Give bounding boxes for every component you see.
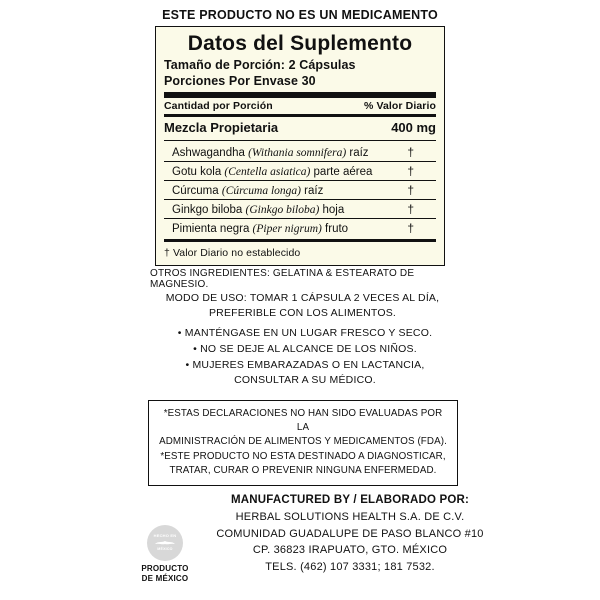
directions-line-2: PREFERIBLE CON LOS ALIMENTOS. xyxy=(208,307,397,320)
servings-per-container: Porciones Por Envase 30 xyxy=(164,73,316,88)
column-amount-per-serving: Cantidad por Porción xyxy=(164,100,273,113)
ingredient-daily-value: † xyxy=(407,202,414,217)
table-row xyxy=(164,219,436,237)
serving-size: Tamaño de Porción: 2 Cápsulas xyxy=(164,58,356,73)
hecho-en-mexico-icon xyxy=(147,525,183,561)
disclaimer-line-3: *ESTE PRODUCTO NO ESTA DESTINADO A DIAGNOSTICAR, xyxy=(160,450,446,462)
column-daily-value: % Valor Diario xyxy=(363,100,436,113)
ingredient-name: Cúrcuma (Cúrcuma longa) raíz xyxy=(172,185,324,198)
made-in-mexico-seal-wrap xyxy=(128,525,202,584)
list-item: CONSULTAR A SU MÉDICO. xyxy=(234,374,376,387)
divider-medium-bottom xyxy=(164,239,436,242)
manufacturer-block xyxy=(205,492,495,575)
proprietary-blend-row xyxy=(164,119,436,137)
table-row xyxy=(164,200,436,219)
other-ingredients: OTROS INGREDIENTES: GELATINA & ESTEARATO DE MAGNESIO. xyxy=(150,268,415,290)
ingredient-name: Ashwagandha (Withania somnifera) raíz xyxy=(172,147,369,160)
list-item: • MANTÉNGASE EN UN LUGAR FRESCO Y SECO. xyxy=(177,327,433,339)
seal-caption xyxy=(128,564,202,584)
list-item: • NO SE DEJE AL ALCANCE DE LOS NIÑOS. xyxy=(193,342,417,355)
ingredient-name: Gotu kola (Centella asiatica) parte aérea xyxy=(172,166,373,179)
manufacturer-name: HERBAL SOLUTIONS HEALTH S.A. DE C.V. xyxy=(235,511,465,524)
seal-caption-line-1: PRODUCTO xyxy=(141,564,189,573)
ingredient-daily-value: † xyxy=(407,183,414,198)
disclaimer-line-2: ADMINISTRACIÓN DE ALIMENTOS Y MEDICAMENTOS (FDA). xyxy=(159,436,447,448)
proprietary-blend-name: Mezcla Propietaria xyxy=(164,120,279,136)
seal-bottom-text: MÉXICO xyxy=(157,547,173,552)
fda-disclaimer-box xyxy=(148,400,458,486)
proprietary-blend-amount: 400 mg xyxy=(391,120,436,136)
daily-value-footnote: † Valor Diario no establecido xyxy=(164,247,301,260)
ingredient-daily-value: † xyxy=(407,221,414,236)
disclaimer-line-1: *ESTAS DECLARACIONES NO HAN SIDO EVALUADAS POR LA xyxy=(163,408,443,434)
ingredient-name: Pimienta negra (Piper nigrum) fruto xyxy=(172,223,349,236)
ingredient-daily-value: † xyxy=(407,164,414,179)
divider-thin xyxy=(164,140,436,141)
divider-medium xyxy=(164,114,436,117)
table-row xyxy=(164,181,436,200)
facts-title: Datos del Suplemento xyxy=(187,32,413,55)
table-row xyxy=(164,143,436,162)
table-row xyxy=(164,162,436,181)
seal-top-text: HECHO EN xyxy=(153,532,177,538)
directions-line-1: MODO DE USO: TOMAR 1 CÁPSULA 2 VECES AL DÍA, xyxy=(165,292,440,304)
manufacturer-heading: MANUFACTURED BY / ELABORADO POR: xyxy=(230,494,470,506)
supplement-facts-panel xyxy=(155,26,445,266)
manufacturer-address: COMUNIDAD GUADALUPE DE PASO BLANCO #10 xyxy=(216,527,484,540)
top-notice: ESTE PRODUCTO NO ES UN MEDICAMENTO xyxy=(162,8,438,22)
divider-thick xyxy=(164,92,436,98)
manufacturer-city: CP. 36823 IRAPUATO, GTO. MÉXICO xyxy=(252,544,448,557)
list-item: • MUJERES EMBARAZADAS O EN LACTANCIA, xyxy=(185,358,425,371)
warnings-list xyxy=(150,326,460,389)
facts-column-headers xyxy=(164,100,436,112)
ingredient-daily-value: † xyxy=(407,145,414,160)
directions-for-use xyxy=(150,291,455,321)
seal-caption-line-2: DE MÉXICO xyxy=(141,574,189,583)
ingredient-list xyxy=(164,143,436,237)
disclaimer-line-4: TRATAR, CURAR O PREVENIR NINGUNA ENFERMEDAD. xyxy=(169,464,437,476)
ingredient-name: Ginkgo biloba (Ginkgo biloba) hoja xyxy=(172,204,345,217)
manufacturer-phone: TELS. (462) 107 3331; 181 7532. xyxy=(265,560,435,573)
